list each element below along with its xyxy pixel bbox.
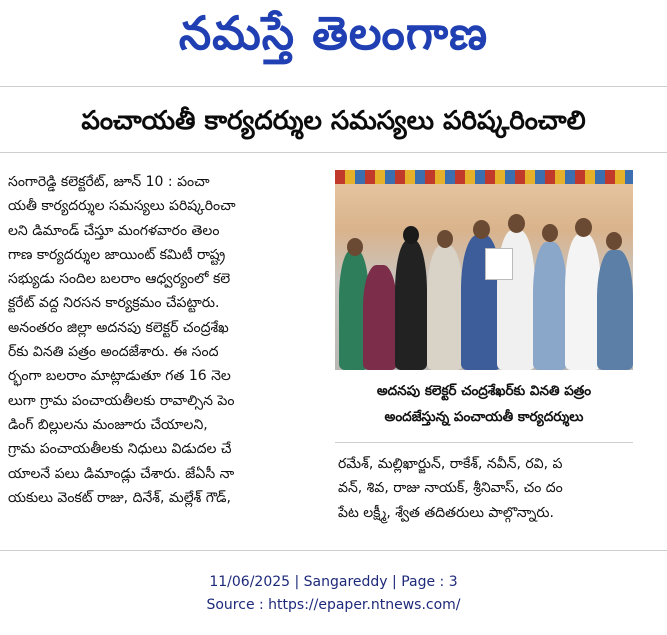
headline: పంచాయతీ కార్యదర్శుల సమస్యలు పరిష్కరించాలి — [81, 106, 586, 136]
article-line: అనంతరం జిల్లా అదనపు కలెక్టర్ చంద్రశేఖ — [8, 319, 229, 336]
caption-line: అదనపు కలెక్టర్ చంద్రశేఖర్‌కు వినతి పత్రం — [376, 383, 592, 399]
masthead — [0, 0, 667, 80]
footer-date-line: 11/06/2025 | Sangareddy | Page : 3 — [209, 574, 458, 590]
article-continuation — [338, 452, 634, 525]
article-line: వన్, శివ, రాజు నాయక్, శ్రీనివాస్, చం దం — [338, 480, 563, 497]
photo-person — [597, 250, 633, 370]
photo-banner — [335, 170, 633, 184]
photo-head — [575, 218, 592, 237]
photo-person — [363, 265, 397, 370]
article-line: లని డిమాండ్ చేస్తూ మంగళవారం తెలం — [8, 222, 220, 239]
article-line: పేట లక్ష్మీ, శ్వేత తదితరులు పాల్గొన్నారు. — [338, 504, 554, 521]
photo-caption — [335, 378, 633, 430]
article-line: గ్రామ పంచాయతీలకు నిధులు విడుదల చే — [8, 441, 232, 458]
clipping-bottom-rule — [0, 550, 667, 551]
article-body — [8, 170, 330, 510]
masthead-title: నమస్తే తెలంగాణ — [178, 6, 489, 60]
news-photo — [335, 170, 633, 370]
article-line: యతీ కార్యదర్శుల సమస్యలు పరిష్కరించా — [8, 198, 236, 215]
article-line: ర్‌కు వినతి పత్రం అందజేశారు. ఈ సంద — [8, 344, 219, 361]
photo-person — [565, 234, 601, 370]
footer-source-line: Source : https://epaper.ntnews.com/ — [206, 597, 461, 613]
caption-divider — [335, 442, 633, 443]
photo-person — [427, 245, 463, 370]
headline-divider — [0, 152, 667, 153]
article-line: యాలనే పలు డిమాండ్లు చేశారు. జేఏసీ నా — [8, 465, 235, 482]
article-line: డింగ్ బిల్లులను మంజూరు చేయాలని, — [8, 416, 208, 433]
photo-head — [473, 220, 490, 239]
article-line: రమేశ్, మల్లిఖార్జున్, రాకేశ్, నవీన్, రవి, ప — [338, 456, 563, 472]
photo-head — [542, 224, 558, 242]
article-line: గాణ కార్యదర్శుల జాయింట్ కమిటీ రాష్ట్ర — [8, 246, 226, 263]
caption-line: అందజేస్తున్న పంచాయతీ కార్యదర్శులు — [384, 409, 584, 425]
photo-person — [395, 240, 427, 370]
article-line: యకులు వెంకట్ రాజు, దినేశ్, మల్లేశ్ గౌడ్, — [8, 489, 231, 506]
petition-paper — [485, 248, 513, 280]
photo-head — [403, 226, 419, 244]
article-line: సభ్యుడు సందిల బలరాం ఆధ్వర్యంలో కలె — [8, 271, 231, 288]
article-line: లుగా గ్రామ పంచాయతీలకు రావాల్సిన పెం — [8, 392, 235, 409]
article-line: క్టరేట్ వద్ద నిరసన కార్యక్రమం చేపట్టారు. — [8, 295, 220, 312]
article-line: సంగారెడ్డి కలెక్టరేట్, జూన్ 10 : పంచా — [8, 174, 210, 190]
photo-head — [508, 214, 525, 233]
article-line: ర్భంగా బలరాం మాట్లాడుతూ గత 16 నెల — [8, 368, 231, 385]
masthead-divider — [0, 86, 667, 87]
photo-person — [533, 242, 567, 370]
photo-head — [606, 232, 622, 250]
photo-head — [437, 230, 453, 248]
photo-head — [347, 238, 363, 256]
